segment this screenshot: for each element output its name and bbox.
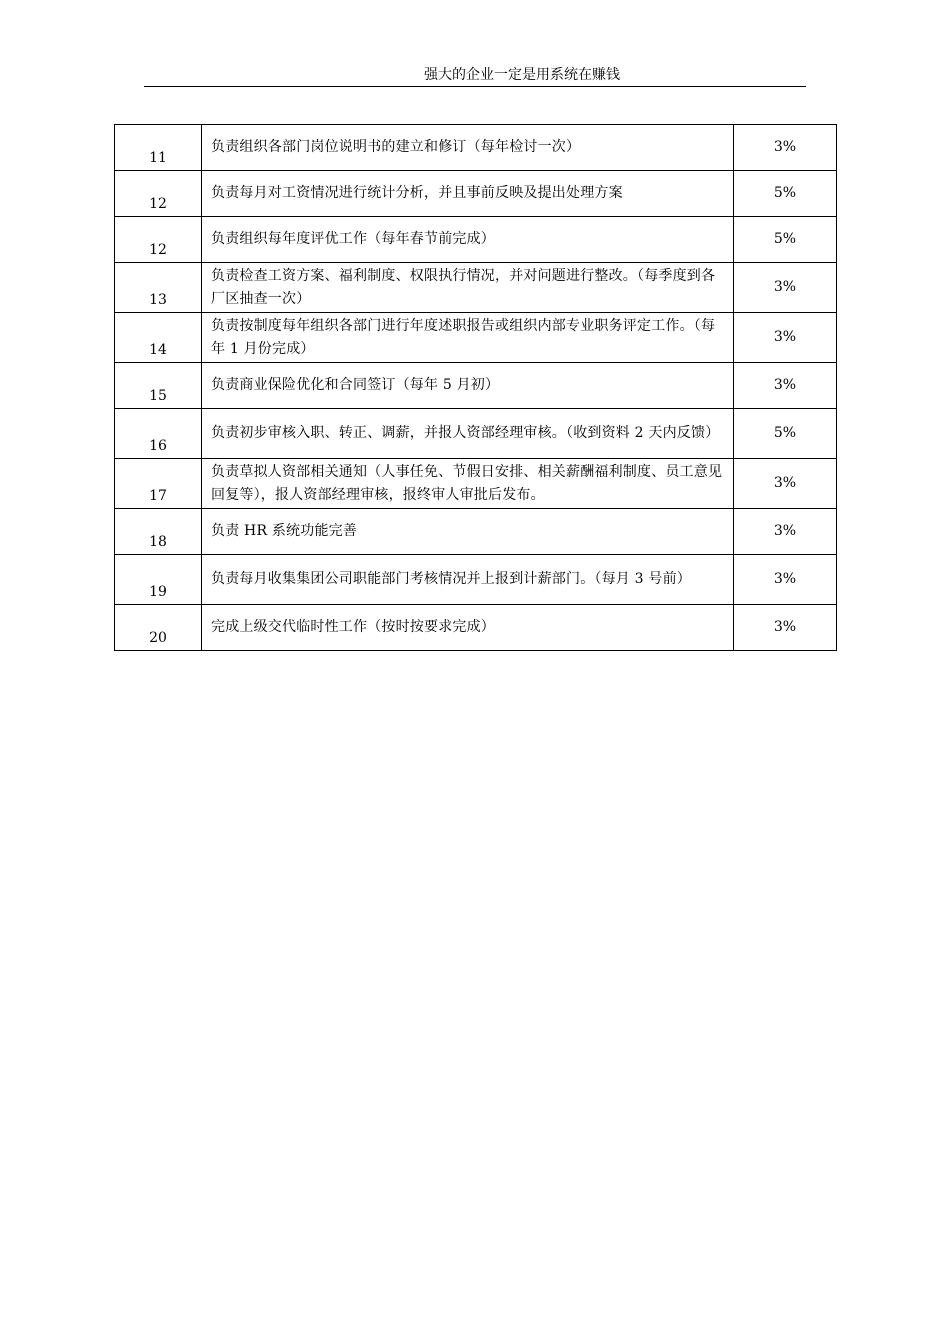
row-number: 12 — [115, 171, 202, 217]
row-number: 18 — [115, 509, 202, 555]
row-number: 11 — [115, 125, 202, 171]
row-number: 13 — [115, 263, 202, 313]
table-row — [115, 217, 837, 263]
duty-table — [114, 124, 837, 651]
row-number: 17 — [115, 459, 202, 509]
table-row — [115, 459, 837, 509]
duty-weight: 3% — [734, 125, 837, 171]
row-number: 16 — [115, 409, 202, 459]
duty-weight: 5% — [734, 217, 837, 263]
duty-weight: 3% — [734, 555, 837, 605]
table-row — [115, 171, 837, 217]
duty-weight: 3% — [734, 605, 837, 651]
header-title: 强大的企业一定是用系统在赚钱 — [424, 67, 620, 83]
table-row — [115, 409, 837, 459]
row-number: 12 — [115, 217, 202, 263]
table-row — [115, 363, 837, 409]
table-row — [115, 125, 837, 171]
row-number: 20 — [115, 605, 202, 651]
duty-description: 负责每月收集集团公司职能部门考核情况并上报到计薪部门。（每月 3 号前） — [202, 555, 734, 605]
duty-weight: 3% — [734, 363, 837, 409]
duty-description: 负责商业保险优化和合同签订（每年 5 月初） — [202, 363, 734, 409]
table-row — [115, 555, 837, 605]
duty-description: 负责草拟人资部相关通知（人事任免、节假日安排、相关薪酬福利制度、员工意见回复等），报人资部经理审核，报终审人审批后发布。 — [202, 459, 734, 509]
duty-weight: 3% — [734, 263, 837, 313]
duty-weight: 3% — [734, 509, 837, 555]
table-row — [115, 313, 837, 363]
duty-description: 负责组织每年度评优工作（每年春节前完成） — [202, 217, 734, 263]
row-number: 15 — [115, 363, 202, 409]
duty-description: 负责组织各部门岗位说明书的建立和修订（每年检讨一次） — [202, 125, 734, 171]
duty-description: 完成上级交代临时性工作（按时按要求完成） — [202, 605, 734, 651]
row-number: 19 — [115, 555, 202, 605]
duty-weight: 5% — [734, 171, 837, 217]
table-row — [115, 509, 837, 555]
duty-description: 负责初步审核入职、转正、调薪，并报人资部经理审核。（收到资料 2 天内反馈） — [202, 409, 734, 459]
duty-description: 负责每月对工资情况进行统计分析，并且事前反映及提出处理方案 — [202, 171, 734, 217]
table-row — [115, 605, 837, 651]
page-header — [144, 64, 806, 87]
duty-weight: 5% — [734, 409, 837, 459]
duty-weight: 3% — [734, 459, 837, 509]
row-number: 14 — [115, 313, 202, 363]
duty-description: 负责 HR 系统功能完善 — [202, 509, 734, 555]
duty-weight: 3% — [734, 313, 837, 363]
duty-description: 负责检查工资方案、福利制度、权限执行情况，并对问题进行整改。（每季度到各厂区抽查一次） — [202, 263, 734, 313]
table-row — [115, 263, 837, 313]
duty-description: 负责按制度每年组织各部门进行年度述职报告或组织内部专业职务评定工作。（每年 1 月份完成） — [202, 313, 734, 363]
